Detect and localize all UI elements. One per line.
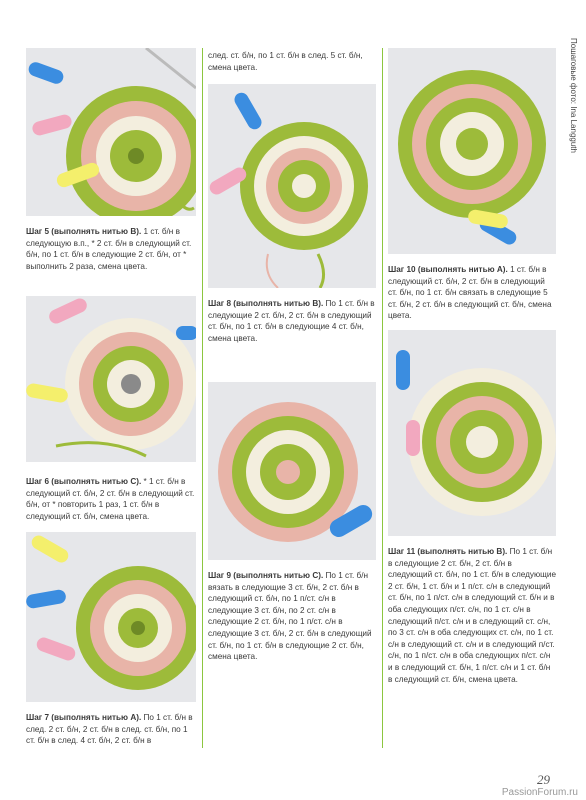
caption-step7 <box>26 712 196 747</box>
step11-title: Шаг 11 (выполнять нитью В). <box>388 547 508 556</box>
step7-text: По 1 ст. б/н в след. 2 ст. б/н, 2 ст. б/н в след. ст. б/н, по 1 ст. б/н в след. 4 ст. б/н, 2 ст. б/н в <box>26 713 193 746</box>
caption-step5 <box>26 226 196 272</box>
photo-step9 <box>208 382 376 560</box>
separator-line-1 <box>202 48 203 748</box>
photo-step11 <box>388 330 556 536</box>
step9-title: Шаг 9 (выполнять нитью С). <box>208 571 324 580</box>
step10-title: Шаг 10 (выполнять нитью А). <box>388 265 508 274</box>
step11-text: По 1 ст. б/н в следующие 2 ст. б/н, 2 ст. б/н в следующий ст. б/н, по 1 ст. б/н в следующие 2 ст. б/н, 1 ст. б/н и 1 п/ст. с/н в следующий ст. б/н, по 1 п/ст. с/н в следующий ст. б/н и в оба следующих п/ст. с/н, по 1 ст. с/н в следующий п/ст. с/н и в следующий ст. с/н, по 3 ст. с/н в оба следующих ст. с/н, по 1 ст. с/н в следующий ст. с/н и в следующий п/ст. с/н, по 1 п/ст. с/н в оба следующих п/ст. с/н и в следующий ст. б/н, 1 п/ст. с/н и 1 ст. б/н в следующий ст. б/н, смена цвета. <box>388 547 557 684</box>
photo-step5 <box>26 48 196 216</box>
photo-step8 <box>208 84 376 288</box>
step8-text: По 1 ст. б/н в следующие 2 ст. б/н, 2 ст. б/н в следующий ст. б/н, по 1 ст. б/н в следующие 4 ст. б/н, смена цвета. <box>208 299 375 343</box>
caption-step9 <box>208 570 376 663</box>
photo-step10 <box>388 48 556 254</box>
step7-title: Шаг 7 (выполнять нитью А). <box>26 713 142 722</box>
step9-text: По 1 ст. б/н вязать в следующие 3 ст. б/н, 2 ст. б/н в следующий ст. б/н, по 1 п/ст. с/н в следующие 3 ст. б/н, по 2 ст. с/н в следующие 2 ст. б/н, по 1 п/ст. с/н в следующие 3 ст. б/н, 2 ст. б/н в следующий ст. б/н, по 1 ст. б/н в следующие 2 ст. б/н, смена цвета. <box>208 571 372 662</box>
step6-title: Шаг 6 (выполнять нитью С). <box>26 477 142 486</box>
step5-text: 1 ст. б/н в следующую в.п., * 2 ст. б/н в следующий ст. б/н, по 1 ст. б/н в следующие 2 ст. б/н, от * выполнить 2 раза, смена цвета. <box>26 227 192 271</box>
photo-step7 <box>26 532 196 702</box>
step10-text: 1 ст. б/н в следующий ст. б/н, 2 ст. б/н в следующий ст. б/н, по 1 ст. б/н связать в следующие 5 ст. б/н, 2 ст. б/н в следующий ст. б/н, смена цвета. <box>388 265 552 321</box>
watermark: PassionForum.ru <box>501 787 578 798</box>
step6-text: * 1 ст. б/н в следующий ст. б/н, 2 ст. б/н в следующий ст. б/н, от * повторить 1 раз, 1 ст. б/н в следующий ст. б/н, смена цвета. <box>26 477 195 521</box>
caption-step10 <box>388 264 556 322</box>
page-number: 29 <box>537 772 550 787</box>
step5-title: Шаг 5 (выполнять нитью В). <box>26 227 142 236</box>
step8-title: Шаг 8 (выполнять нитью В). <box>208 299 324 308</box>
caption-step7-continued <box>208 50 376 73</box>
caption-step6 <box>26 476 196 522</box>
caption-step8 <box>208 298 376 344</box>
photo-credit <box>566 38 580 198</box>
caption-step11 <box>388 546 556 685</box>
photo-step6 <box>26 296 196 462</box>
separator-line-2 <box>382 48 383 748</box>
step7-cont-text: след. ст. б/н, по 1 ст. б/н в след. 5 ст. б/н, смена цвета. <box>208 51 363 72</box>
photo-credit-text: Пошаговые фото: Ina Langguth <box>569 38 578 153</box>
